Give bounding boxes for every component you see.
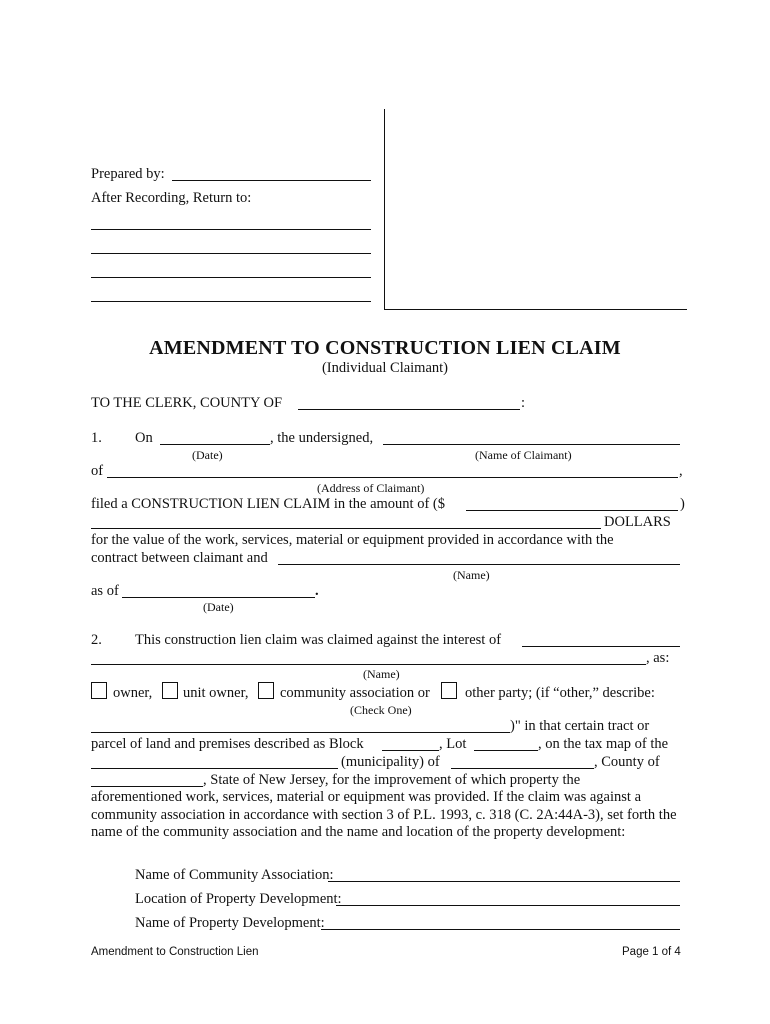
date-caption: (Date) bbox=[192, 448, 223, 462]
contract-between-text: contract between claimant and bbox=[91, 550, 268, 566]
value-of-work-text: for the value of the work, services, material or equipment provided in accordance with the bbox=[91, 532, 614, 548]
parcel-text: parcel of land and premises described as Block bbox=[91, 736, 364, 752]
as-of-label: as of bbox=[91, 583, 119, 599]
contract-party-field[interactable] bbox=[278, 564, 680, 565]
undersigned-label: , the undersigned, bbox=[270, 430, 374, 446]
colon: : bbox=[521, 395, 526, 411]
state-text: , State of New Jersey, for the improvement of which property the bbox=[203, 772, 581, 788]
municipality-field[interactable] bbox=[451, 768, 594, 769]
recording-box-horizontal-line bbox=[384, 309, 687, 310]
claimed-against-text: This construction lien claim was claimed against the interest of bbox=[135, 632, 502, 648]
return-address-line-1[interactable] bbox=[91, 229, 371, 230]
page-title: AMENDMENT TO CONSTRUCTION LIEN CLAIM bbox=[149, 337, 621, 359]
amount-in-words-field[interactable] bbox=[91, 528, 601, 529]
to-clerk-label: TO THE CLERK, COUNTY OF bbox=[91, 395, 283, 411]
name-of-development-field[interactable] bbox=[321, 929, 680, 930]
of-label: of bbox=[91, 463, 104, 479]
owner-option-label: owner, bbox=[113, 685, 153, 701]
other-describe-field[interactable] bbox=[91, 732, 510, 733]
location-of-development-label: Location of Property Development: bbox=[135, 891, 342, 907]
lot-field[interactable] bbox=[474, 750, 538, 751]
return-address-line-2[interactable] bbox=[91, 253, 371, 254]
name-of-association-label: Name of Community Association: bbox=[135, 867, 334, 883]
as-of-date-caption: (Date) bbox=[203, 600, 234, 614]
prepared-by-field[interactable] bbox=[172, 180, 371, 181]
interest-of-field-2[interactable] bbox=[91, 664, 646, 665]
community-association-paragraph: aforementioned work, services, material or equipment was provided. If the claim was against a community association in accordance with section 3 of P.L. 1993, c. 318 (C. 2A:44A-3), set forth the name of the community association and the name and location of the property development: bbox=[91, 789, 677, 840]
as-label: , as: bbox=[646, 650, 670, 666]
community-association-option-label: community association or bbox=[280, 685, 430, 701]
county-of-label: , County of bbox=[594, 754, 660, 770]
recording-box-vertical-line bbox=[384, 109, 385, 310]
location-of-development-field[interactable] bbox=[336, 905, 680, 906]
footer-page-number: Page 1 of 4 bbox=[622, 946, 681, 958]
amount-close-paren: ) bbox=[680, 496, 685, 512]
check-one-caption: (Check One) bbox=[350, 703, 412, 717]
filed-lien-text: filed a CONSTRUCTION LIEN CLAIM in the amount of ($ bbox=[91, 496, 445, 512]
footer-document-name: Amendment to Construction Lien bbox=[91, 946, 259, 958]
item-2-number: 2. bbox=[91, 632, 102, 648]
block-field[interactable] bbox=[382, 750, 439, 751]
county-name-field[interactable] bbox=[91, 786, 203, 787]
page-subtitle: (Individual Claimant) bbox=[321, 360, 449, 376]
lien-amount-field[interactable] bbox=[466, 510, 678, 511]
address-caption: (Address of Claimant) bbox=[317, 481, 425, 495]
lot-label: , Lot bbox=[439, 736, 467, 752]
unit-owner-option-label: unit owner, bbox=[183, 685, 249, 701]
name-of-association-field[interactable] bbox=[328, 881, 680, 882]
interest-of-field-1[interactable] bbox=[522, 646, 680, 647]
claimant-name-field[interactable] bbox=[383, 444, 680, 445]
community-association-checkbox[interactable] bbox=[258, 682, 274, 699]
after-recording-label: After Recording, Return to: bbox=[91, 190, 252, 206]
name-of-development-label: Name of Property Development: bbox=[135, 915, 325, 931]
dollars-label: DOLLARS bbox=[604, 514, 671, 530]
other-party-checkbox[interactable] bbox=[441, 682, 457, 699]
county-field[interactable] bbox=[298, 409, 520, 410]
claimant-address-field[interactable] bbox=[107, 477, 678, 478]
contract-party-caption: (Name) bbox=[453, 568, 490, 582]
as-of-period: . bbox=[315, 583, 319, 599]
tax-map-text: , on the tax map of the bbox=[538, 736, 669, 752]
return-address-line-4[interactable] bbox=[91, 301, 371, 302]
date-field-1[interactable] bbox=[160, 444, 270, 445]
as-of-date-field[interactable] bbox=[122, 597, 315, 598]
municipality-label: (municipality) of bbox=[341, 754, 440, 770]
return-address-line-3[interactable] bbox=[91, 277, 371, 278]
address-comma: , bbox=[679, 463, 683, 479]
prepared-by-label: Prepared by: bbox=[91, 166, 165, 182]
other-party-option-label: other party; (if “other,” describe: bbox=[465, 685, 655, 701]
owner-checkbox[interactable] bbox=[91, 682, 107, 699]
name-of-claimant-caption: (Name of Claimant) bbox=[475, 448, 572, 462]
interest-name-caption: (Name) bbox=[363, 667, 400, 681]
tax-map-field[interactable] bbox=[91, 768, 338, 769]
on-label: On bbox=[135, 430, 153, 446]
unit-owner-checkbox[interactable] bbox=[162, 682, 178, 699]
item-1-number: 1. bbox=[91, 430, 102, 446]
tract-text: )" in that certain tract or bbox=[510, 718, 650, 734]
